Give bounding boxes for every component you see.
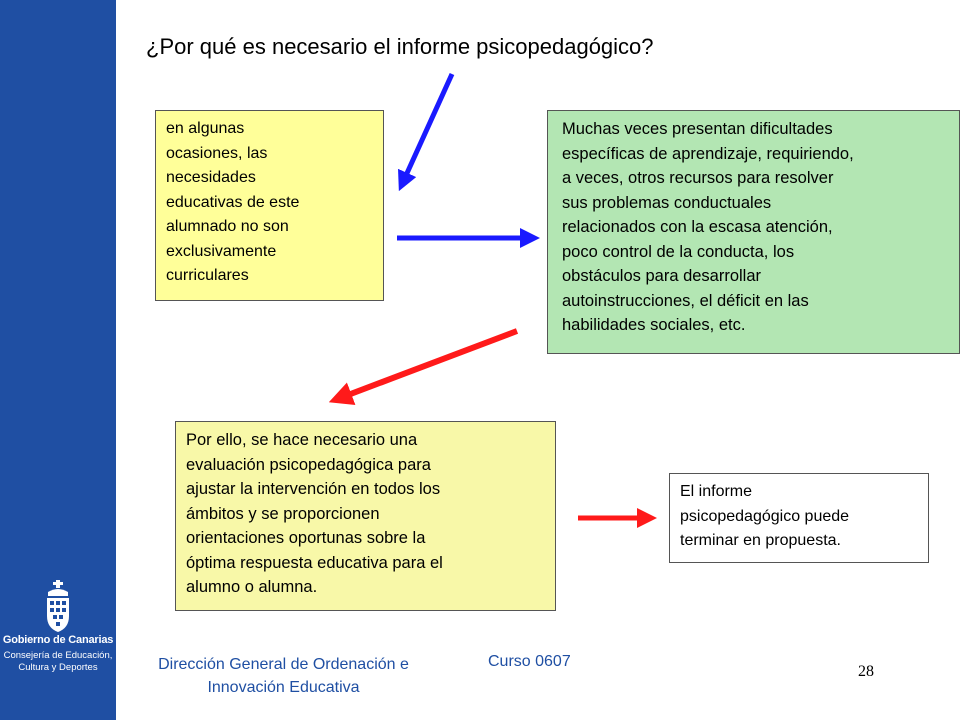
text-box-evaluation xyxy=(175,421,556,611)
text-line: habilidades sociales, etc. xyxy=(562,316,746,334)
logo-subtitle-line1: Consejería de Educación, xyxy=(3,650,113,661)
text-line: ocasiones, las xyxy=(166,144,268,162)
text-line: alumnado no son xyxy=(166,218,289,235)
text-line: ámbitos y se proporcionen xyxy=(186,504,380,523)
text-line: Por ello, se hace necesario una xyxy=(186,431,418,449)
text-line: orientaciones oportunas sobre la xyxy=(186,529,426,547)
text-box-report xyxy=(669,473,929,563)
text-line: relacionados con la escasa atención, xyxy=(562,218,833,236)
page-number: 28 xyxy=(858,663,874,680)
text-line: exclusivamente xyxy=(166,242,277,260)
text-line: psicopedagógico puede xyxy=(680,507,850,525)
arrow-box2-to-box3 xyxy=(340,331,517,398)
text-line: en algunas xyxy=(166,120,245,137)
text-line: terminar en propuesta. xyxy=(680,532,841,549)
footer-organization-line2: Innovación Educativa xyxy=(207,679,360,696)
text-line: obstáculos para desarrollar xyxy=(562,267,762,285)
text-line: El informe xyxy=(680,483,753,500)
text-line: educativas de este xyxy=(166,193,300,211)
text-line: curriculares xyxy=(166,267,249,284)
arrow-title-to-box1 xyxy=(403,74,452,182)
text-line: óptima respuesta educativa para el xyxy=(186,553,443,572)
logo-title: Gobierno de Canarias xyxy=(2,634,114,646)
text-line: ajustar la intervención en todos los xyxy=(186,480,441,498)
slide-title: ¿Por qué es necesario el informe psicopedagógico? xyxy=(146,34,654,59)
text-line: evaluación psicopedagógica para xyxy=(186,455,431,474)
text-line: autoinstrucciones, el déficit en las xyxy=(562,291,809,310)
text-line: Muchas veces presentan dificultades xyxy=(562,120,833,138)
text-line: a veces, otros recursos para resolver xyxy=(562,169,834,187)
text-line: específicas de aprendizaje, requiriendo, xyxy=(562,144,854,163)
text-box-needs xyxy=(155,110,384,301)
text-box-difficulties xyxy=(547,110,960,354)
text-line: alumno o alumna. xyxy=(186,578,318,596)
text-line: poco control de la conducta, los xyxy=(562,242,795,261)
text-line: sus problemas conductuales xyxy=(562,193,772,212)
text-line: necesidades xyxy=(166,169,256,186)
footer-course: Curso 0607 xyxy=(488,653,571,670)
footer-organization-line1: Dirección General de Ordenación e xyxy=(158,656,409,673)
footer-organization xyxy=(117,653,450,699)
logo-subtitle-line2: Cultura y Deportes xyxy=(18,662,98,673)
